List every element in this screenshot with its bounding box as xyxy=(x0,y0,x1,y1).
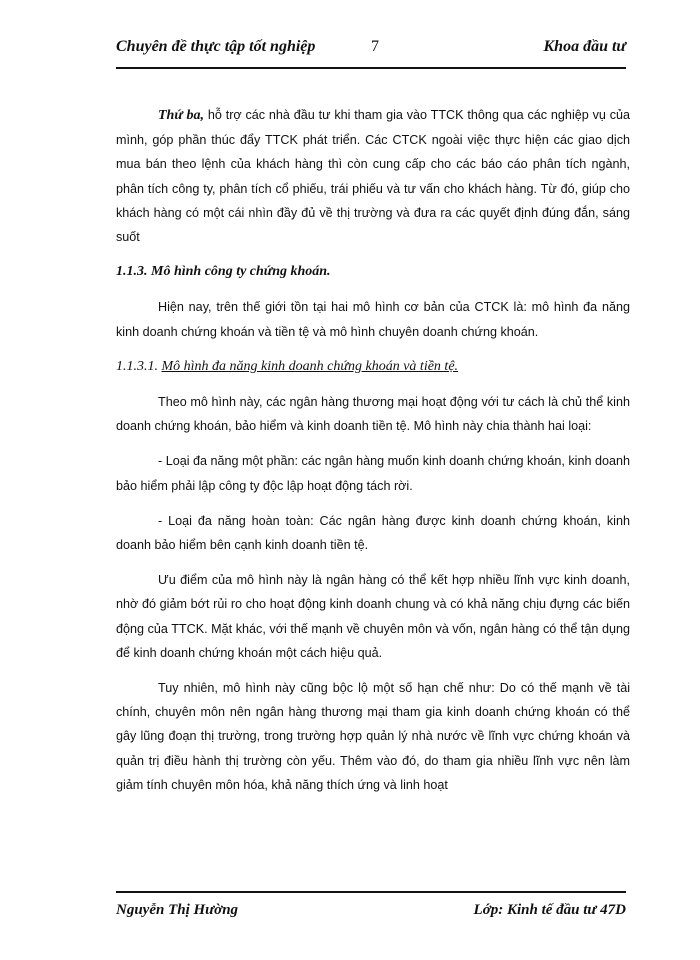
header-faculty: Khoa đầu tư xyxy=(543,38,626,55)
footer-author: Nguyễn Thị Hường xyxy=(116,902,239,918)
paragraph-advantages: Ưu điểm của mô hình này là ngân hàng có thể kết hợp nhiều lĩnh vực kinh doanh, nhờ đó giảm bớt rủi ro cho hoạt động kinh doanh chung và có khả năng chịu đựng các biến động của TTCK. Mặt khác, với thế mạnh về chuyên môn và vốn, ngân hàng có thể tận dụng để kinh doanh chứng khoán một cách hiệu quả. xyxy=(116,573,630,660)
subsection-number: 1.1.3.1. xyxy=(116,358,162,374)
page-header xyxy=(116,38,626,60)
paragraph-text: hỗ trợ các nhà đầu tư khi tham gia vào TTCK thông qua các nghiệp vụ của mình, góp phần thúc đẩy TTCK phát triển. Các CTCK ngoài việc thực hiện các giao dịch mua bán theo lệnh của khách hàng thì còn cung cấp cho các báo cáo phân tích ngành, phân tích công ty, phân tích cổ phiếu, trái phiếu và tư vấn cho khách hàng. Từ đó, giúp cho khách hàng có một cái nhìn đầy đủ về thị trường và đưa ra các quyết định đúng đắn, sáng suốt xyxy=(116,108,630,245)
section-heading: 1.1.3. Mô hình công ty chứng khoán. xyxy=(116,264,331,280)
page-body xyxy=(116,103,630,808)
paragraph-model-description: Theo mô hình này, các ngân hàng thương mại hoạt động với tư cách là chủ thể kinh doanh chứng khoán, bảo hiểm và kinh doanh tiền tệ. Mô hình này chia thành hai loại: xyxy=(116,395,630,434)
paragraph-lead: Thứ ba, xyxy=(158,108,205,123)
subsection-heading xyxy=(116,355,630,379)
footer-rule xyxy=(116,891,626,893)
header-document-title: Chuyên đề thực tập tốt nghiệp xyxy=(116,38,316,55)
header-rule xyxy=(116,67,626,69)
subsection-title: Mô hình đa năng kinh doanh chứng khoán và tiền tệ. xyxy=(161,358,459,374)
header-page-number: 7 xyxy=(371,38,379,55)
paragraph-partial-type: - Loại đa năng một phần: các ngân hàng muốn kinh doanh chứng khoán, kinh doanh bảo hiểm phải lập công ty độc lập hoạt động tách rời. xyxy=(116,454,630,493)
footer-class: Lớp: Kinh tế đầu tư 47D xyxy=(473,902,626,918)
paragraph-models-intro: Hiện nay, trên thế giới tồn tại hai mô hình cơ bản của CTCK là: mô hình đa năng kinh doanh chứng khoán và tiền tệ và mô hình chuyên doanh chứng khoán. xyxy=(116,300,630,339)
paragraph-full-type: - Loại đa năng hoàn toàn: Các ngân hàng được kinh doanh chứng khoán, kinh doanh bảo hiểm bên cạnh kinh doanh tiền tệ. xyxy=(116,513,630,553)
paragraph-third-role xyxy=(116,103,630,249)
page-footer xyxy=(116,902,626,924)
paragraph-limitations: Tuy nhiên, mô hình này cũng bộc lộ một số hạn chế như: Do có thế mạnh về tài chính, chuyên môn nên ngân hàng thương mại tham gia kinh doanh chứng khoán có thể gây lũng đoạn thị trường, trong trường hợp quản lý nhà nước về lĩnh vực chứng khoán và quản trị điều hành thị trường còn yếu. Thêm vào đó, do tham gia nhiều lĩnh vực nên làm giảm tính chuyên môn hóa, khả năng thích ứng và linh hoạt xyxy=(116,681,630,792)
